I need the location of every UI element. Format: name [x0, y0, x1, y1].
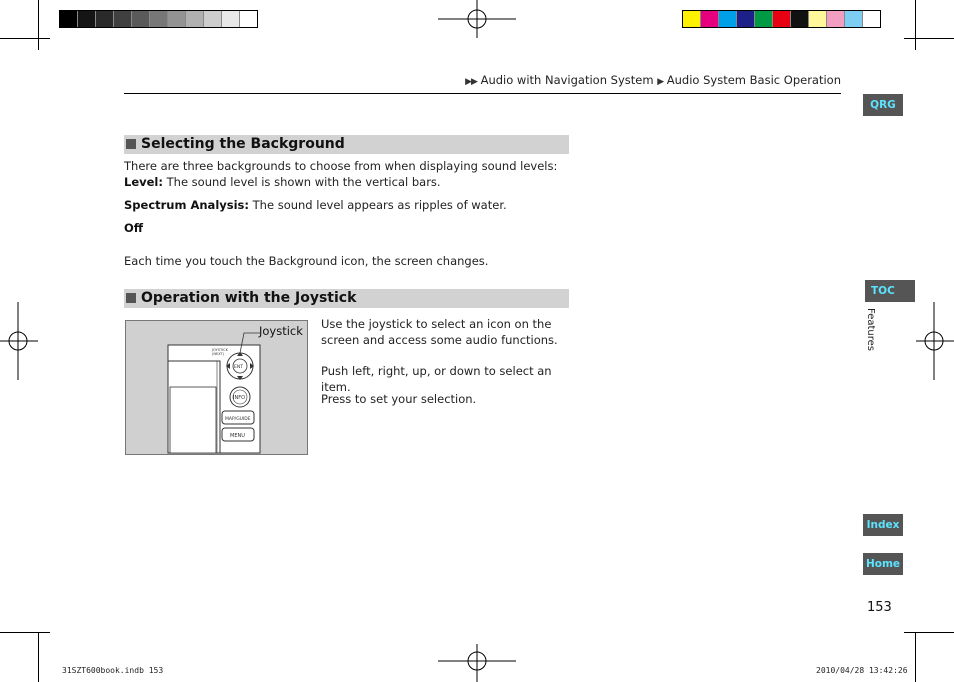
breadcrumb-link-audio-navigation[interactable]: Audio with Navigation System — [480, 73, 654, 87]
toc-tab[interactable] — [865, 280, 915, 302]
square-bullet-icon — [126, 293, 136, 303]
process-swatch-9 — [845, 11, 863, 27]
footer-file-info: 31SZT600book.indb 153 — [62, 666, 164, 675]
figure-label-joystick: JOYSTICK — [212, 348, 228, 352]
breadcrumb-link-basic-operation[interactable]: Audio System Basic Operation — [666, 73, 841, 87]
intro-text: There are three backgrounds to choose from when displaying sound levels: — [124, 159, 558, 173]
gray-swatch-2 — [96, 11, 114, 27]
gray-swatch-8 — [204, 11, 222, 27]
gray-swatch-7 — [186, 11, 204, 27]
section-title: Selecting the Background — [141, 136, 345, 152]
gray-swatch-3 — [114, 11, 132, 27]
joystick-p2: Push left, right, up, or down to select an item. — [321, 364, 552, 394]
background-intro — [124, 158, 574, 190]
joystick-p3: Press to set your selection. — [321, 392, 477, 406]
toc-tab-label: TOC — [871, 285, 895, 297]
figure-label-map: MAP/GUIDE — [225, 417, 251, 422]
process-swatch-5 — [773, 11, 791, 27]
index-tab[interactable] — [863, 514, 903, 536]
breadcrumb-arrow-icon: ▶▶ — [465, 77, 477, 87]
header-divider — [124, 93, 841, 94]
joystick-figure — [125, 320, 308, 455]
level-label: Level: — [124, 175, 163, 189]
section-title: Operation with the Joystick — [141, 290, 357, 306]
spectrum-label: Spectrum Analysis: — [124, 198, 249, 212]
gray-swatch-1 — [78, 11, 96, 27]
registration-mark-top — [438, 0, 516, 38]
index-tab-label: Index — [866, 519, 900, 531]
gray-swatch-9 — [222, 11, 240, 27]
process-swatch-0 — [683, 11, 701, 27]
process-swatch-2 — [719, 11, 737, 27]
page-number: 153 — [867, 600, 892, 615]
home-tab-label: Home — [865, 558, 901, 570]
section-heading-joystick — [124, 289, 569, 308]
figure-label-next: (NEXT) — [212, 352, 225, 356]
breadcrumb-arrow-icon: ▶ — [657, 77, 664, 87]
control-panel-illustration — [126, 321, 307, 454]
process-swatch-8 — [827, 11, 845, 27]
grayscale-color-bar — [59, 10, 258, 28]
qrg-tab[interactable] — [863, 94, 903, 116]
process-swatch-1 — [701, 11, 719, 27]
spectrum-option — [124, 197, 574, 213]
level-text: The sound level is shown with the vertical bars. — [162, 175, 441, 189]
gray-swatch-5 — [150, 11, 168, 27]
process-swatch-7 — [809, 11, 827, 27]
footer-timestamp: 2010/04/28 13:42:26 — [816, 666, 908, 675]
joystick-callout: Joystick — [259, 324, 303, 338]
joystick-p1: Use the joystick to select an icon on the screen and access some audio functions. — [321, 317, 558, 347]
each-time-text: Each time you touch the Background icon, the screen changes. — [124, 254, 489, 268]
registration-mark-bottom — [438, 644, 516, 682]
qrg-tab-label: QRG — [870, 99, 896, 111]
features-chapter-label: Features — [865, 308, 876, 351]
process-swatch-4 — [755, 11, 773, 27]
process-swatch-10 — [863, 11, 880, 27]
registration-mark-left — [0, 302, 38, 380]
registration-mark-right — [916, 302, 954, 380]
breadcrumb — [465, 73, 841, 87]
gray-swatch-6 — [168, 11, 186, 27]
off-option — [124, 220, 143, 236]
process-swatch-3 — [737, 11, 755, 27]
home-tab[interactable] — [863, 553, 903, 575]
square-bullet-icon — [126, 139, 136, 149]
gray-swatch-4 — [132, 11, 150, 27]
off-label: Off — [124, 221, 144, 235]
section-heading-background — [124, 135, 569, 154]
process-swatch-6 — [791, 11, 809, 27]
spectrum-text: The sound level appears as ripples of water. — [249, 198, 507, 212]
gray-swatch-10 — [240, 11, 257, 27]
figure-label-menu: MENU — [230, 433, 245, 439]
gray-swatch-0 — [60, 11, 78, 27]
figure-label-info: INFO — [233, 395, 246, 401]
process-color-bar — [682, 10, 881, 28]
figure-label-enter: ENT — [234, 365, 243, 370]
